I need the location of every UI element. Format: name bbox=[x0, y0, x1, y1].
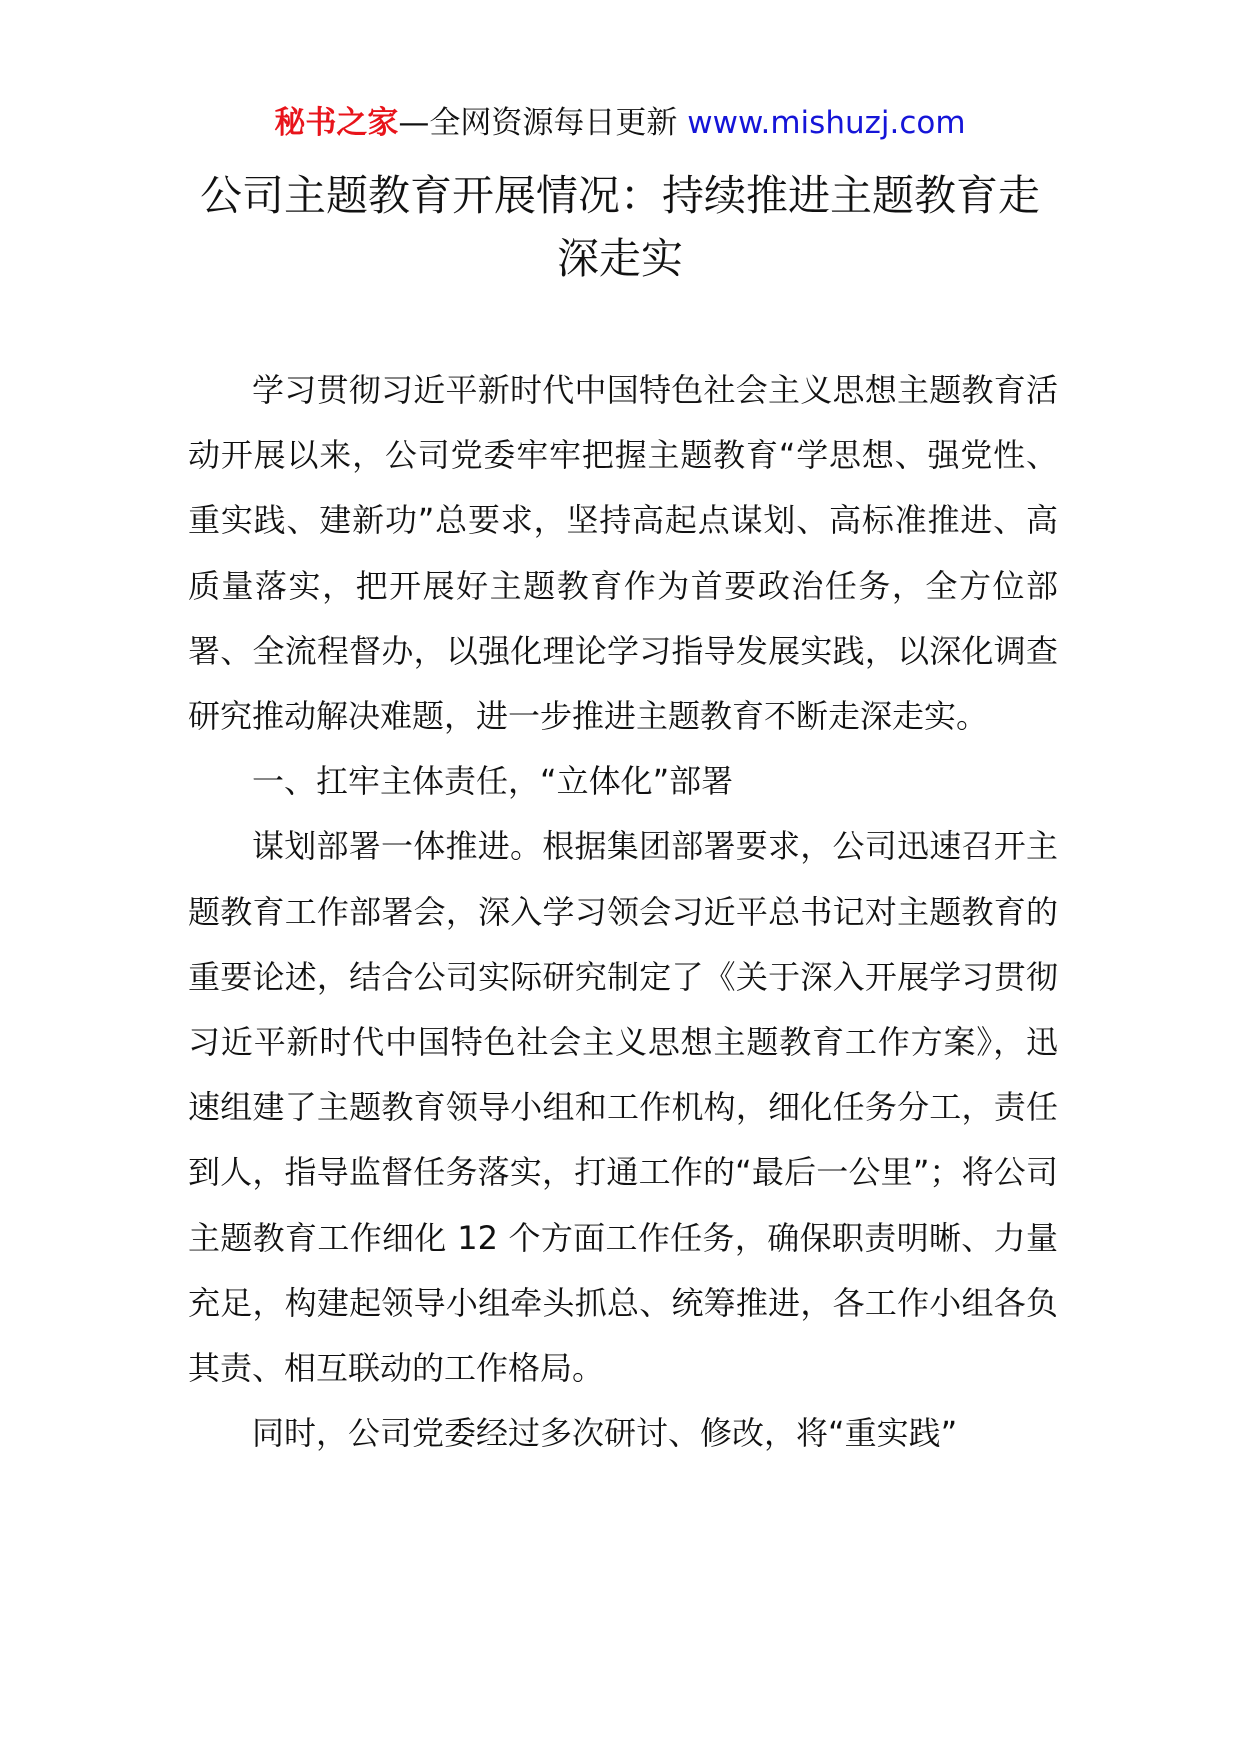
section-paragraph: 同时，公司党委经过多次研讨、修改，将“重实践” bbox=[252, 1414, 958, 1453]
section-heading: 一、扛牢主体责任，“立体化”部署 bbox=[252, 762, 734, 801]
intro-paragraph: 学习贯彻习近平新时代中国特色社会主义思想主题教育活动开展以来，公司党委牢牢把握主题教育“学思想、强党性、重实践、建新功”总要求，坚持高起点谋划、高标准推进、高质量落实，把开展好主题教育作为首要政治任务，全方位部署、全流程督办，以强化理论学习指导发展实践，以深化调查研究推动解决难题，进一步推进主题教育不断走深走实。 bbox=[188, 371, 1058, 736]
brand-name: 秘书之家 bbox=[274, 105, 399, 141]
site-url-link[interactable]: www.mishuzj.com bbox=[687, 105, 966, 141]
document-title: 公司主题教育开展情况：持续推进主题教育走深走实 bbox=[199, 171, 1040, 283]
section-paragraph: 谋划部署一体推进。根据集团部署要求，公司迅速召开主题教育工作部署会，深入学习领会习近平总书记对主题教育的重要论述，结合公司实际研究制定了《关于深入开展学习贯彻习近平新时代中国特色社会主义思想主题教育工作方案》，迅速组建了主题教育领导小组和工作机构，细化任务分工，责任到人，指导监督任务落实，打通工作的“最后一公里”；将公司主题教育工作细化 12 个方面工作任务，确保职责明晰、力量充足，构建起领导小组牵头抓总、统筹推进，各工作小组各负其责、相互联动的工作格局。 bbox=[188, 827, 1058, 1388]
site-header bbox=[0, 102, 1240, 144]
document-body bbox=[188, 358, 1058, 1466]
site-slogan: —全网资源每日更新 bbox=[398, 105, 678, 141]
